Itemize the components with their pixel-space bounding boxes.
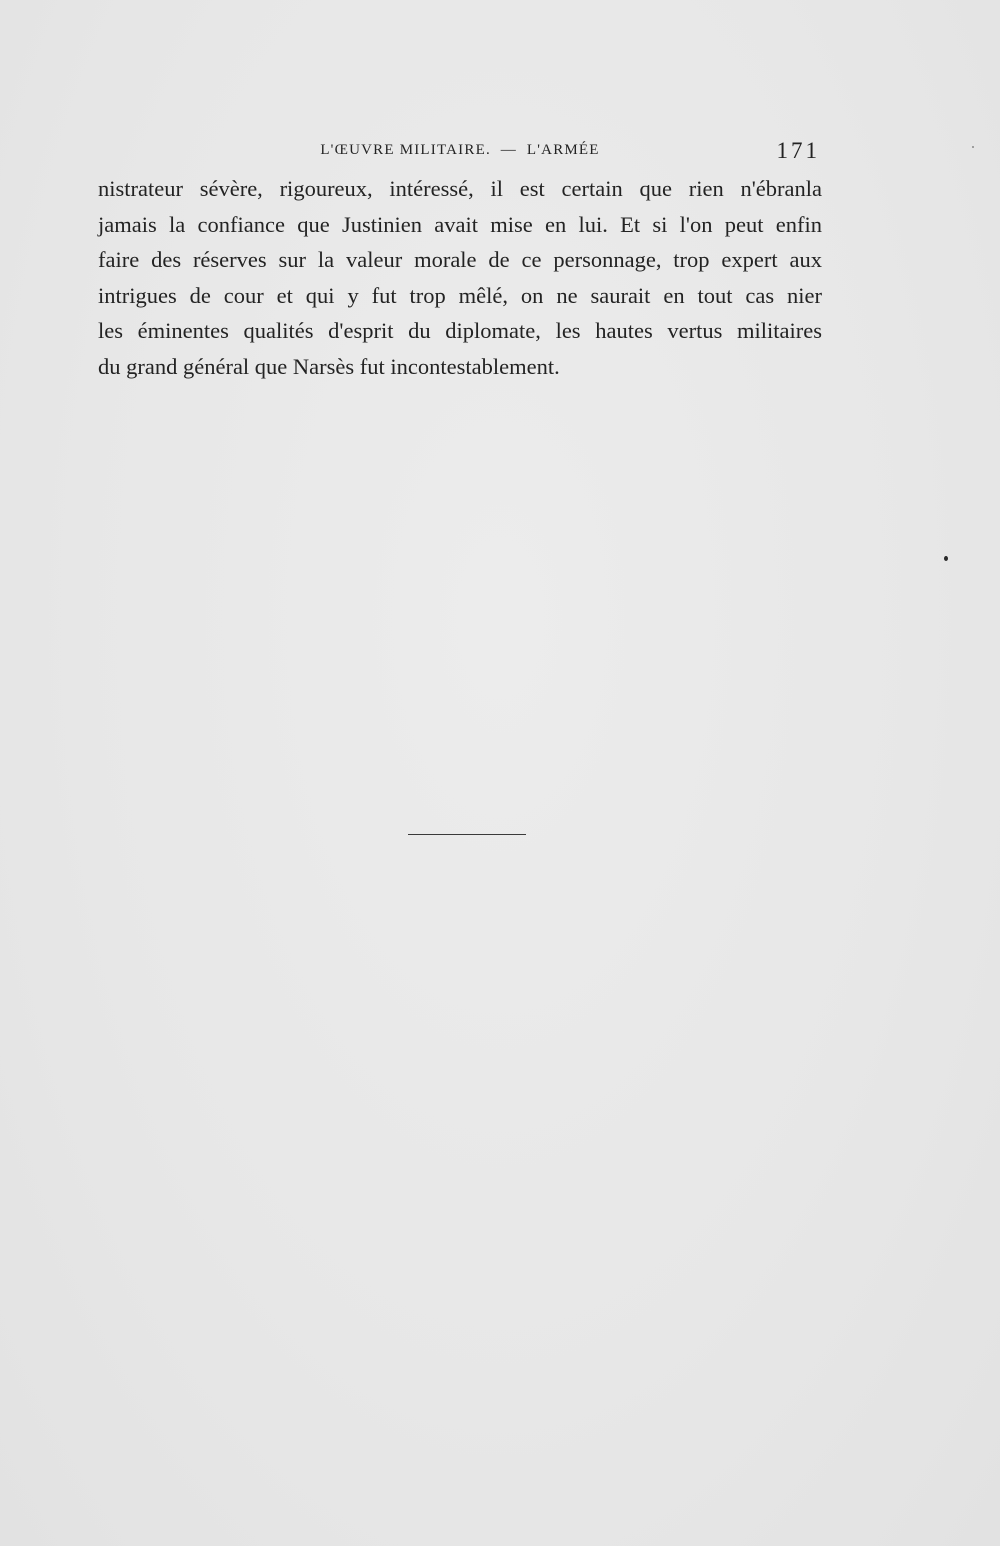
body-paragraph <box>98 171 822 385</box>
text-line: jamais la confiance que Justinien avait mise en lui. Et si l'on peut enfin <box>98 211 822 237</box>
text-line: intrigues de cour et qui y fut trop mêlé, on ne saurait en tout cas nier <box>98 282 822 308</box>
text-line: du grand général que Narsès fut incontestablement. <box>98 353 560 379</box>
text-line: faire des réserves sur la valeur morale de ce personnage, trop expert aux <box>98 247 822 273</box>
running-head <box>98 138 822 168</box>
page-number: 171 <box>776 138 820 163</box>
text-line: les éminentes qualités d'esprit du diplomate, les hautes vertus militaires <box>98 318 822 344</box>
paper-speck <box>972 146 974 148</box>
text-line: nistrateur sévère, rigoureux, intéressé, il est certain que rien n'ébranla <box>98 176 822 201</box>
paper-speck <box>944 556 948 561</box>
section-end-rule <box>408 834 526 835</box>
running-head-title: L'ŒUVRE MILITAIRE. — L'ARMÉE <box>320 142 600 158</box>
